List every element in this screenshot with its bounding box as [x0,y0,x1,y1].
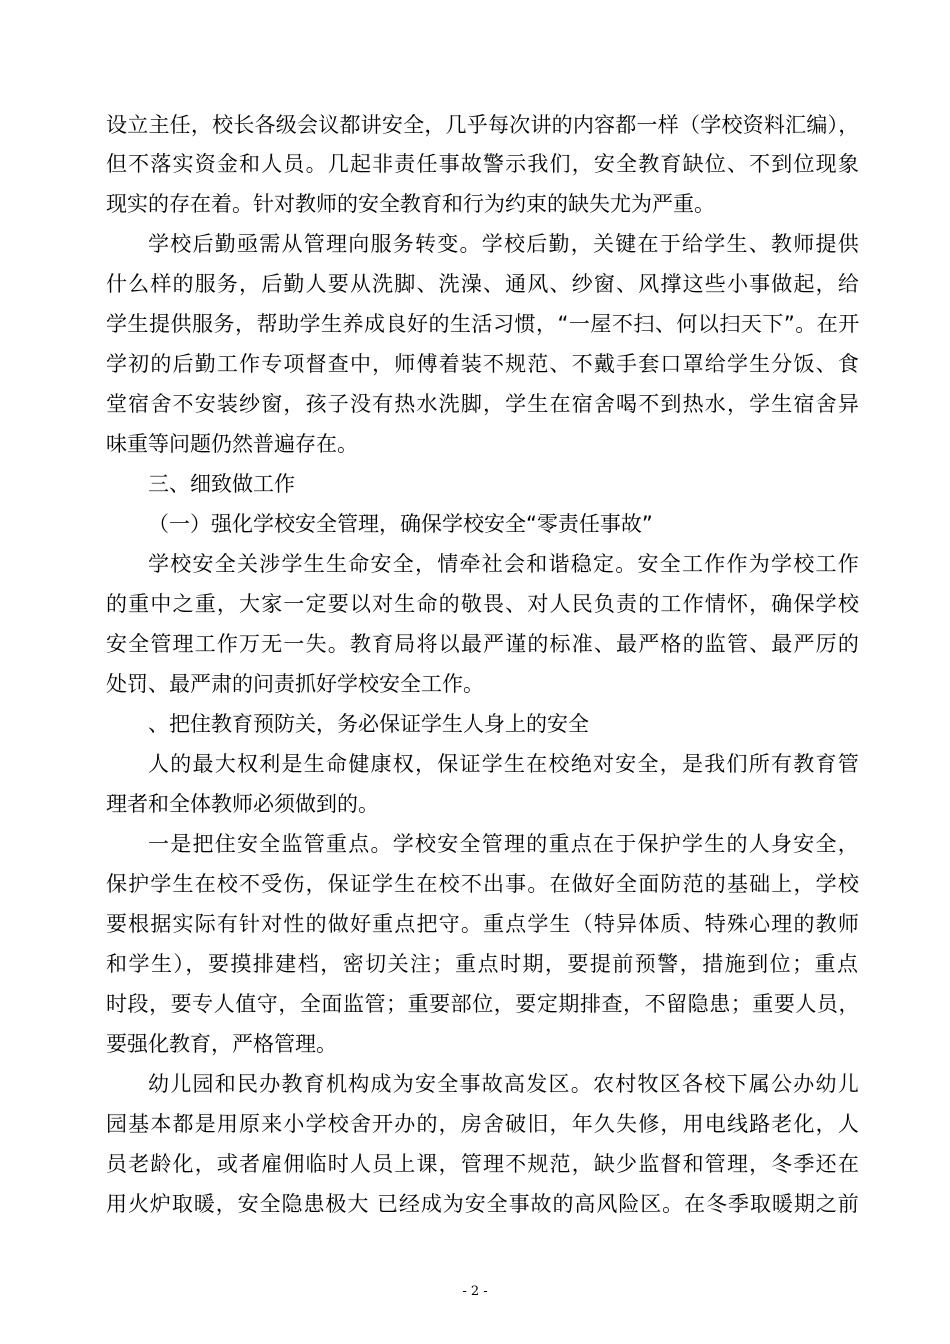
text-line: 要强化教育，严格管理。 [106,1032,337,1056]
text-line: 处罚、最严肃的问责抓好学校安全工作。 [106,672,484,696]
text-line: 味重等问题仍然普遍存在。 [106,432,358,456]
text-line: 一是把住安全监管重点。学校安全管理的重点在于保护学生的人身安全， [148,832,860,856]
text-line: 设立主任，校长各级会议都讲安全，几乎每次讲的内容都一样（学校资料汇编）， [106,113,860,137]
text-line: 理者和全体教师必须做到的。 [106,792,379,816]
text-line: 的重中之重，大家一定要以对生命的敬畏、对人民负责的工作情怀，确保学校 [106,592,860,616]
text-line: 员老龄化，或者雇佣临时人员上课，管理不规范，缺少监督和管理，冬季还在 [106,1152,860,1176]
subsection-heading: （一）强化学校安全管理，确保学校安全“零责任事故” [148,512,653,536]
page-number: - 2 - [462,1284,488,1299]
text-line: 和学生），要摸排建档，密切关注；重点时期，要提前预警，措施到位；重点 [106,952,860,976]
text-line: 幼儿园和民办教育机构成为安全事故高发区。农村牧区各校下属公办幼儿 [148,1072,860,1096]
text-line: 安全管理工作万无一失。教育局将以最严谨的标准、最严格的监管、最严厉的 [106,632,860,656]
text-line: 用火炉取暖，安全隐患极大 已经成为安全事故的高风险区。在冬季取暖期之前 [106,1192,860,1216]
text-line: 什么样的服务，后勤人要从洗脚、洗澡、通风、纱窗、风撑这些小事做起，给 [106,272,860,296]
text-line: 要根据实际有针对性的做好重点把守。重点学生（特异体质、特殊心理的教师 [106,912,860,936]
item-heading: 、把住教育预防关，务必保证学生人身上的安全 [148,712,589,736]
text-line: 时段，要专人值守，全面监管；重要部位，要定期排查，不留隐患；重要人员， [106,992,860,1016]
text-line: 学初的后勤工作专项督查中，师傅着装不规范、不戴手套口罩给学生分饭、食 [106,352,860,376]
text-line: 园基本都是用原来小学校舍开办的，房舍破旧，年久失修，用电线路老化，人 [106,1112,860,1136]
text-line: 保护学生在校不受伤，保证学生在校不出事。在做好全面防范的基础上，学校 [106,872,860,896]
section-heading: 三、细致做工作 [148,472,295,496]
text-line: 学校安全关涉学生生命安全，情牵社会和谐稳定。安全工作作为学校工作 [148,552,860,576]
text-line: 学生提供服务，帮助学生养成良好的生活习惯，“一屋不扫、何以扫天下”。在开 [106,312,860,336]
text-line: 学校后勤亟需从管理向服务转变。学校后勤，关键在于给学生、教师提供 [148,232,860,256]
text-line: 堂宿舍不安装纱窗，孩子没有热水洗脚，学生在宿舍喝不到热水，学生宿舍异 [106,392,860,416]
text-line: 但不落实资金和人员。几起非责任事故警示我们，安全教育缺位、不到位现象 [106,152,860,176]
text-line: 人的最大权利是生命健康权，保证学生在校绝对安全，是我们所有教育管 [148,752,860,776]
text-line: 现实的存在着。针对教师的安全教育和行为约束的缺失尤为严重。 [106,192,715,216]
